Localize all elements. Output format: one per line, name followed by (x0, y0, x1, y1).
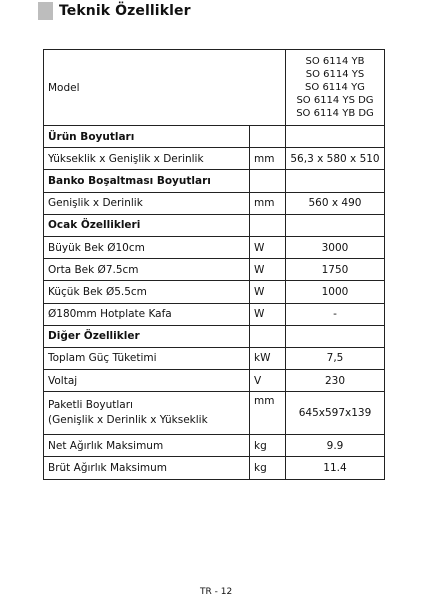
model-label: Model (44, 50, 286, 126)
table-row (44, 370, 385, 392)
row-label: Ø180mm Hotplate Kafa (44, 303, 250, 325)
row-label: Yükseklik x Genişlik x Derinlik (44, 148, 250, 170)
row-value: 1000 (286, 281, 385, 303)
row-label: Brüt Ağırlık Maksimum (44, 457, 250, 479)
spec-table (43, 49, 385, 480)
row-label: Toplam Güç Tüketimi (44, 347, 250, 369)
row-unit: W (250, 281, 286, 303)
table-row (44, 236, 385, 258)
section-heading: Diğer Özellikler (44, 325, 250, 347)
row-label-line: Paketli Boyutları (48, 399, 133, 412)
row-unit: kW (250, 347, 286, 369)
row-label: Orta Bek Ø7.5cm (44, 259, 250, 281)
row-value: 3000 (286, 236, 385, 258)
row-unit: mm (250, 192, 286, 214)
page-header (38, 2, 191, 20)
page-number: TR - 12 (200, 587, 233, 597)
row-label: Net Ağırlık Maksimum (44, 435, 250, 457)
row-unit: W (250, 259, 286, 281)
section-heading: Banko Boşaltması Boyutları (44, 170, 250, 192)
row-unit: W (250, 303, 286, 325)
table-row (44, 347, 385, 369)
model-values (286, 50, 385, 126)
row-unit: mm (250, 392, 286, 435)
row-unit: V (250, 370, 286, 392)
row-value: 560 x 490 (286, 192, 385, 214)
model-value: SO 6114 YS DG (296, 95, 374, 106)
table-row (44, 281, 385, 303)
row-label: Büyük Bek Ø10cm (44, 236, 250, 258)
row-unit: W (250, 236, 286, 258)
table-row-model (44, 50, 385, 126)
row-value: 56,3 x 580 x 510 (286, 148, 385, 170)
model-value: SO 6114 YB DG (296, 108, 374, 119)
model-value: SO 6114 YG (305, 82, 365, 93)
row-label (44, 392, 250, 435)
row-value: 1750 (286, 259, 385, 281)
table-row (44, 457, 385, 479)
row-label: Genişlik x Derinlik (44, 192, 250, 214)
row-value: 645x597x139 (286, 392, 385, 435)
row-value: 230 (286, 370, 385, 392)
row-value: 7,5 (286, 347, 385, 369)
table-row-paket (44, 392, 385, 435)
row-unit: kg (250, 457, 286, 479)
row-label: Voltaj (44, 370, 250, 392)
row-label: Küçük Bek Ø5.5cm (44, 281, 250, 303)
row-value: 11.4 (286, 457, 385, 479)
row-label-line: (Genişlik x Derinlik x Yükseklik (48, 414, 208, 427)
row-unit: mm (250, 148, 286, 170)
row-unit: kg (250, 435, 286, 457)
section-row (44, 325, 385, 347)
section-row (44, 126, 385, 148)
model-value: SO 6114 YB (305, 56, 365, 67)
table-row (44, 435, 385, 457)
model-value: SO 6114 YS (305, 69, 365, 80)
table-row (44, 148, 385, 170)
section-heading: Ürün Boyutları (44, 126, 250, 148)
table-row (44, 192, 385, 214)
page-title: Teknik Özellikler (59, 3, 191, 19)
table-row (44, 259, 385, 281)
section-row (44, 170, 385, 192)
section-row (44, 214, 385, 236)
row-value: - (286, 303, 385, 325)
row-value: 9.9 (286, 435, 385, 457)
header-accent-bar (38, 2, 53, 20)
table-row (44, 303, 385, 325)
section-heading: Ocak Özellikleri (44, 214, 250, 236)
